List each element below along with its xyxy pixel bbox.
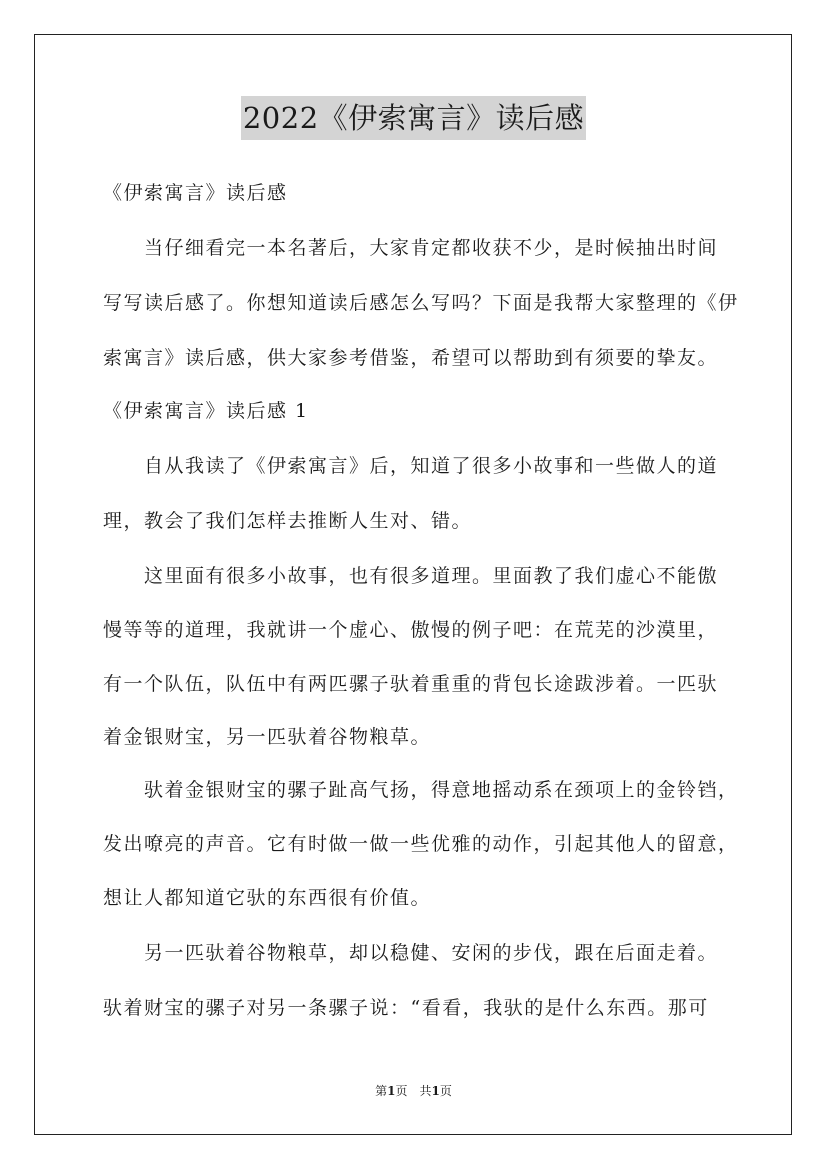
page-mid: 页 共 xyxy=(395,1084,432,1098)
text-line: 慢等等的道理，我就讲一个虚心、傲慢的例子吧：在荒芜的沙漠里， xyxy=(103,619,719,641)
text-line: 《伊索寓言》读后感 1 xyxy=(103,400,309,422)
text-line: 有一个队伍，队伍中有两匹骡子驮着重重的背包长途跋涉着。一匹驮 xyxy=(103,673,719,695)
page-current: 1 xyxy=(387,1084,396,1098)
text-line: 这里面有很多小故事，也有很多道理。里面教了我们虚心不能傲 xyxy=(103,565,719,587)
text-line: 自从我读了《伊索寓言》后，知道了很多小故事和一些做人的道 xyxy=(103,455,719,477)
text-line: 驮着财宝的骡子对另一条骡子说：“看看，我驮的是什么东西。那可 xyxy=(103,997,709,1019)
page-suffix: 页 xyxy=(439,1084,452,1098)
text-line: 发出嘹亮的声音。它有时做一做一些优雅的动作，引起其他人的留意， xyxy=(103,833,739,855)
page-footer xyxy=(0,1082,827,1100)
text-line: 另一匹驮着谷物粮草，却以稳健、安闲的步伐，跟在后面走着。 xyxy=(103,942,719,964)
text-line: 写写读后感了。你想知道读后感怎么写吗？下面是我帮大家整理的《伊 xyxy=(103,292,739,314)
page-total: 1 xyxy=(431,1084,440,1098)
text-line: 当仔细看完一本名著后，大家肯定都收获不少，是时候抽出时间 xyxy=(103,237,719,259)
text-line: 理，教会了我们怎样去推断人生对、错。 xyxy=(103,510,473,532)
text-line: 驮着金银财宝的骡子趾高气扬，得意地摇动系在颈项上的金铃铛， xyxy=(103,779,739,801)
document-title: 2022《伊索寓言》读后感 xyxy=(241,96,586,140)
text-line: 《伊索寓言》读后感 xyxy=(103,182,288,204)
text-line: 想让人都知道它驮的东西很有价值。 xyxy=(103,887,432,909)
title-area xyxy=(0,96,827,140)
text-line: 着金银财宝，另一匹驮着谷物粮草。 xyxy=(103,726,432,748)
text-line: 索寓言》读后感，供大家参考借鉴，希望可以帮助到有须要的挚友。 xyxy=(103,347,719,369)
page-prefix: 第 xyxy=(375,1084,388,1098)
